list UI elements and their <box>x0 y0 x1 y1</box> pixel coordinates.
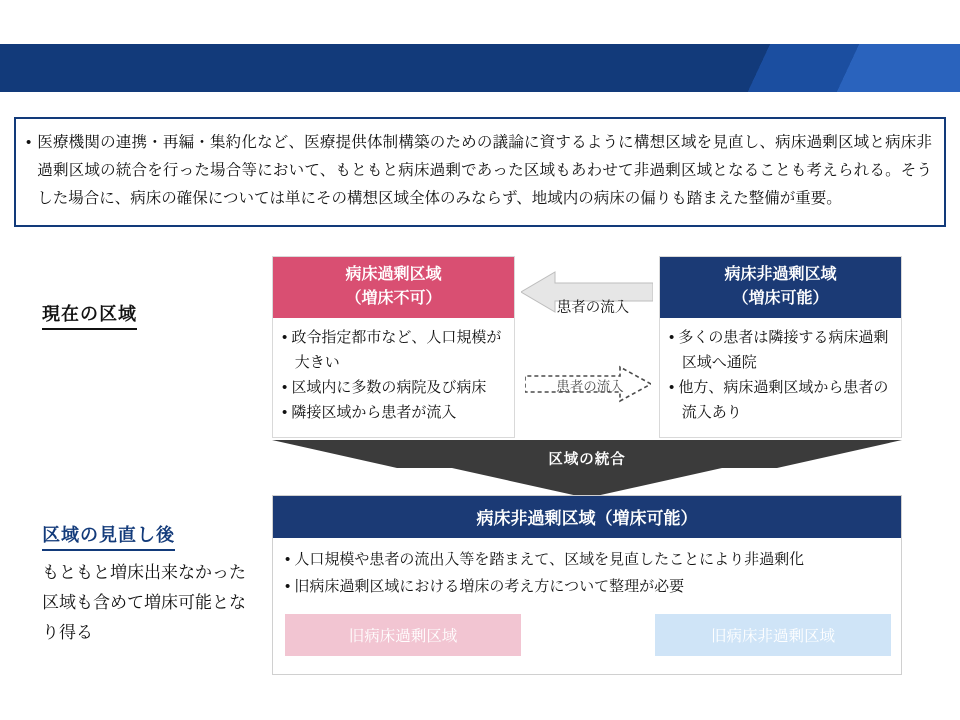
area-merge-label: 区域の統合 <box>548 452 626 468</box>
label-after-revision-description: もともと増床出来なかった区域も含めて増床可能となり得る <box>42 563 246 642</box>
excess-area-bullet-2: • 区域内に多数の病院及び病床 <box>282 379 487 396</box>
former-non-excess-area-chip: 旧病床非過剰区域 <box>655 614 891 656</box>
merged-area-box <box>272 495 902 675</box>
merged-area-bullet-1: • 人口規模や患者の流出入等を踏まえて、区域を見直したことにより非過剰化 <box>285 551 805 568</box>
label-current-area: 現在の区域 <box>42 300 137 330</box>
non-excess-area-title-line2: （増床可能） <box>732 290 829 307</box>
note-text: 医療機関の連携・再編・集約化など、医療提供体制構築のための議論に資するように構想区域を見直し、病床過剰区域と病床非過剰区域の統合を行った場合等において、もともと病床過剰であった区域もあわせて非過剰区域となることも考えられる。そうした場合に、病床の確保については単にその構想区域全体のみならず、地域内の病床の偏りも踏まえた整備が重要。 <box>37 134 932 207</box>
excess-area-title-line1: 病床過剰区域 <box>345 266 442 283</box>
non-excess-area-box-body <box>660 318 901 425</box>
patient-inflow-right-arrow-label: 患者の流入 <box>556 379 624 394</box>
merged-area-subregions <box>273 614 903 656</box>
excess-area-box-header <box>273 257 514 318</box>
non-excess-area-box-header <box>660 257 901 318</box>
excess-area-bullet-3: • 隣接区域から患者が流入 <box>282 404 457 421</box>
excess-area-bullet-1: • 政令指定都市など、人口規模が大きい <box>282 329 502 371</box>
merged-area-box-body <box>273 538 901 600</box>
summary-note-box <box>14 117 946 227</box>
non-excess-area-box <box>659 256 902 438</box>
note-bullet-marker: • <box>26 134 32 151</box>
patient-inflow-left-arrow-label: 患者の流入 <box>556 300 630 316</box>
header-banner <box>0 44 960 92</box>
non-excess-area-title-line1: 病床非過剰区域 <box>724 266 837 283</box>
non-excess-area-bullet-2: • 他方、病床過剰区域から患者の流入あり <box>669 379 889 421</box>
page-title: 都道府県内の病床数について <box>24 18 310 40</box>
former-excess-area-chip: 旧病床過剰区域 <box>285 614 521 656</box>
label-after-revision: 区域の見直し後 <box>42 521 175 551</box>
merged-area-bullet-2: • 旧病床過剰区域における増床の考え方について整理が必要 <box>285 578 685 595</box>
header-accent-stripe-light <box>770 44 960 92</box>
excess-area-box <box>272 256 515 438</box>
merged-area-box-header: 病床非過剰区域（増床可能） <box>273 496 901 538</box>
non-excess-area-bullet-1: • 多くの患者は隣接する病床過剰区域へ通院 <box>669 329 889 371</box>
excess-area-box-body <box>273 318 514 425</box>
excess-area-title-line2: （増床不可） <box>345 290 442 307</box>
